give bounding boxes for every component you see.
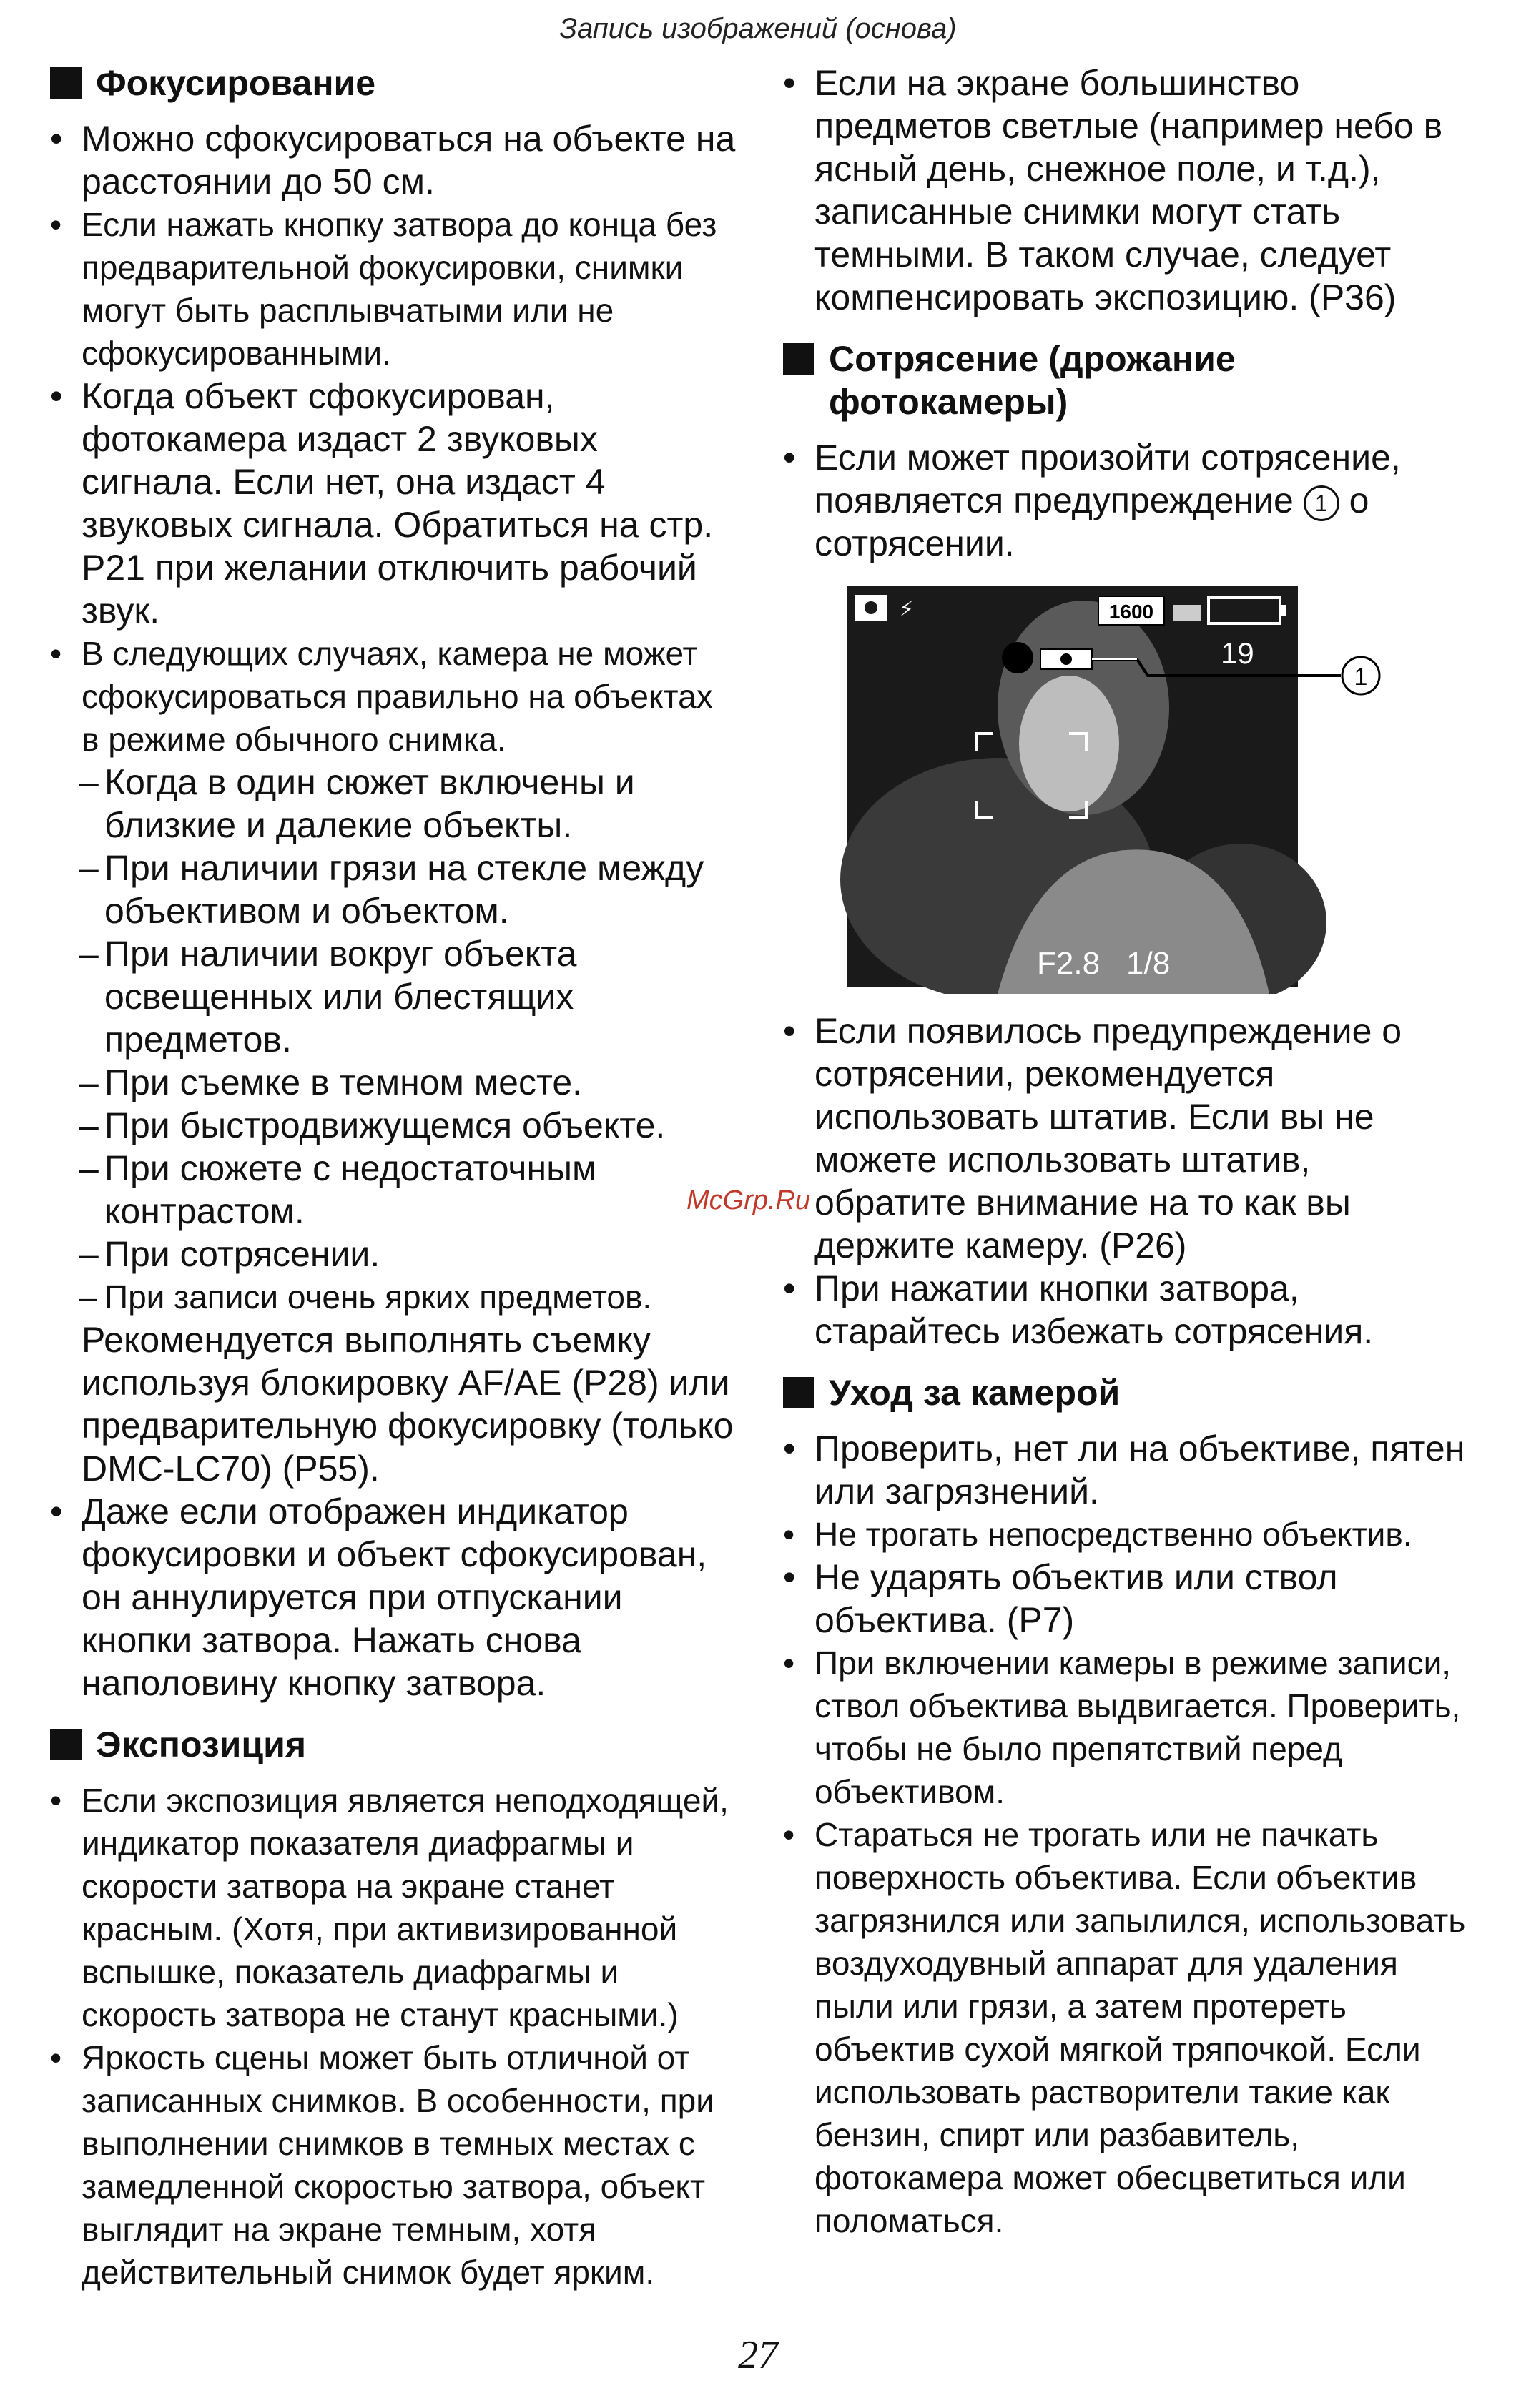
page-number: 27 [738, 2333, 778, 2377]
focus-case-2: – При наличии грязи на стекле между объективом и объектом. [79, 848, 704, 931]
section-care-heading: Уход за камерой [783, 1371, 1470, 1414]
focus-case-3: – При наличии вокруг объекта освещенных или блестящих предметов. [79, 934, 577, 1060]
care-bullet-5: • Стараться не трогать или не пачкать поверхность объектива. Если объектив загрязнился или запылился, использовать воздуходувный аппарат для удаления пыли или грязи, а затем протереть объектив сухой мягкой тряпочкой. Если использовать растворители такие как бензин, спирт или разбавитель, фотокамера может обесцветиться или поломаться. [783, 1816, 1466, 2239]
callout-marker-icon: 1 [1304, 485, 1339, 521]
focus-bullet-1: • Можно сфокусироваться на объекте на расстоянии до 50 см. [50, 119, 736, 202]
section-exposure-heading: Экспозиция [50, 1723, 737, 1766]
focus-bullet-4: • В следующих случаях, камера не может сфокусироваться правильно на объектах в режиме обычного снимка. [50, 635, 713, 758]
focus-case-7: – При сотрясении. [79, 1234, 380, 1274]
watermark: McGrp.Ru [686, 1185, 811, 1215]
care-bullet-1: • Проверить, нет ли на объективе, пятен или загрязнений. [783, 1428, 1465, 1511]
flash-icon: ⚡ [899, 597, 915, 622]
focus-bullet-2: • Если нажать кнопку затвора до конца без предварительной фокусировки, снимки могут быть расплывчатыми или не сфокусированными. [50, 206, 717, 372]
section-marker-icon [783, 1377, 814, 1408]
focus-case-1: – Когда в один сюжет включены и близкие и далекие объекты. [79, 762, 635, 845]
remaining-count: 19 [1221, 636, 1254, 670]
shake-bullet-3: • При нажатии кнопки затвора, старайтесь избежать сотрясения. [783, 1268, 1374, 1351]
exposure-bullet-2: • Яркость сцены может быть отличной от записанных снимков. В особенности, при выполнении снимков в темных местах с замедленной скоростью затвора, объект выглядит на экране темным, хотя действительный снимок будет ярким. [50, 2039, 714, 2291]
section-marker-icon [50, 1729, 82, 1760]
shake-bullet-2: • Если появилось предупреждение о сотрясении, рекомендуется использовать штатив. Если вы не можете использовать штатив, обратите внимание на то как вы держите камеру. (P26) [783, 1011, 1402, 1265]
focus-indicator-icon [1002, 642, 1033, 673]
section-marker-icon [50, 67, 82, 99]
shake-bullet-1: • Если может произойти сотрясение, появляется предупреждение 1 о сотрясении. [783, 438, 1401, 563]
exposure-bullet-1: • Если экспозиция является неподходящей, индикатор показателя диафрагмы и скорости затвора на экране станет красным. (Хотя, при активизированной вспышке, показатель диафрагмы и скорость затвора не станут красными.) [50, 1782, 729, 2033]
focus-bullet-3: • Когда объект сфокусирован, фотокамера издаст 2 звуковых сигнала. Если нет, она издаст 4 звуковых сигнала. Обратиться на стр. P21 при желании отключить рабочий звук. [50, 376, 714, 631]
focus-recommendation: Рекомендуется выполнять съемку используя блокировку AF/AE (P28) или предварительную фокусировку (только DMC-LC70) (P55). [82, 1320, 734, 1489]
focus-bullet-5: • Даже если отображен индикатор фокусировки и объект сфокусирован, он аннулируется при отпускании кнопки затвора. Нажать снова наполовину кнопку затвора. [50, 1491, 707, 1703]
running-header: Запись изображений (основа) [559, 13, 957, 44]
iso-value: 1600 [1108, 601, 1154, 623]
focus-case-6: – При сюжете с недостаточным контрастом. [79, 1148, 597, 1231]
right-column [783, 61, 1470, 2242]
care-bullet-2: • Не трогать непосредственно объектив. [783, 1516, 1412, 1553]
section-marker-icon [783, 343, 814, 375]
quality-icon [1173, 605, 1201, 621]
section-focus-heading: Фокусирование [50, 61, 737, 104]
focus-case-4: – При съемке в темном месте. [79, 1062, 583, 1102]
aperture-value: F2.8 [1037, 946, 1101, 981]
callout-label: 1 [1354, 663, 1368, 691]
lcd-screen-illustration [783, 579, 1470, 994]
camera-screen-graphic [783, 579, 1470, 994]
section-shake-heading: Сотрясение (дрожание фотокамеры) [783, 337, 1470, 423]
care-bullet-4: • При включении камеры в режиме записи, ствол объектива выдвигается. Проверить, чтобы не было препятствий перед объективом. [783, 1644, 1461, 1810]
exposure-bullet-3: • Если на экране большинство предметов светлые (например небо в ясный день, снежное поле, и т.д.), записанные снимки могут стать темными. В таком случае, следует компенсировать экспозицию. (P36) [783, 63, 1443, 317]
shutter-value: 1/8 [1126, 946, 1171, 981]
left-column [50, 61, 737, 2294]
focus-case-8: – При записи очень ярких предметов. [79, 1278, 652, 1316]
focus-case-5: – При быстродвижущемся объекте. [79, 1105, 666, 1145]
care-bullet-3: • Не ударять объектив или ствол объектива. (P7) [783, 1557, 1338, 1640]
